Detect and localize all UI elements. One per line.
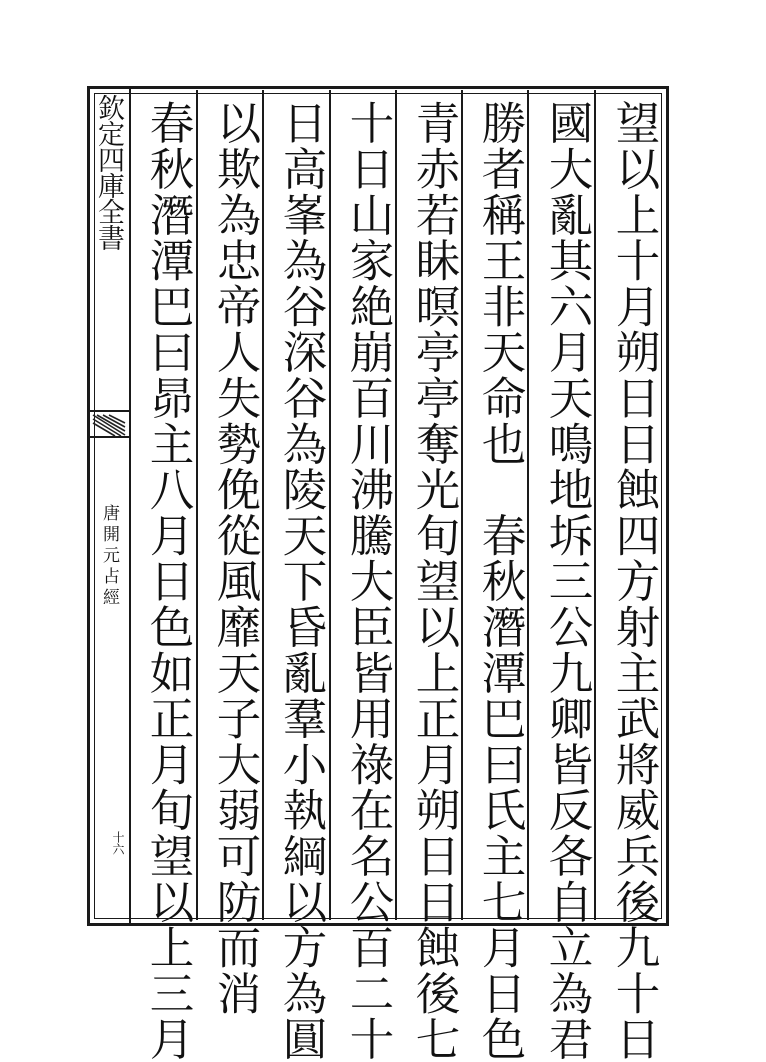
text-column: 以欺為忠帝人失勢俛從風靡天子大弱可防而消: [209, 100, 260, 1016]
column-rule: [527, 90, 529, 920]
column-rule: [461, 90, 463, 920]
collection-title: 欽定四庫全書: [93, 94, 124, 250]
column-rule: [262, 90, 264, 920]
text-column: 十日山家絶崩百川沸騰大臣皆用祿在名公百二十: [342, 100, 393, 1062]
column-rule: [395, 90, 397, 920]
text-column: 日高峯為谷深谷為陵天下昏亂羣小執綱以方為圓: [275, 100, 326, 1062]
margin-gutter: [87, 86, 131, 926]
text-column: 勝者稱王非天命也 春秋潛潭巴曰氏主七月日色: [474, 100, 525, 1062]
column-rule: [329, 90, 331, 920]
book-title: 唐開元占經: [99, 504, 119, 609]
column-rule: [594, 90, 596, 920]
page-number: 十六: [111, 831, 125, 855]
text-column: 望以上十月朔日日蝕四方射主武將威兵後九十日: [608, 100, 659, 1062]
fishtail-mark-icon: [87, 409, 129, 439]
text-column: 春秋潛潭巴曰昴主八月日色如正月旬望以上三月: [142, 100, 193, 1062]
text-column: 國大亂其六月天鳴地坼三公九卿皆反各自立為君: [541, 100, 592, 1062]
column-rule: [196, 90, 198, 920]
text-column: 青赤若眛暝亭亭奪光旬望以上正月朔日日蝕後七: [408, 100, 459, 1062]
